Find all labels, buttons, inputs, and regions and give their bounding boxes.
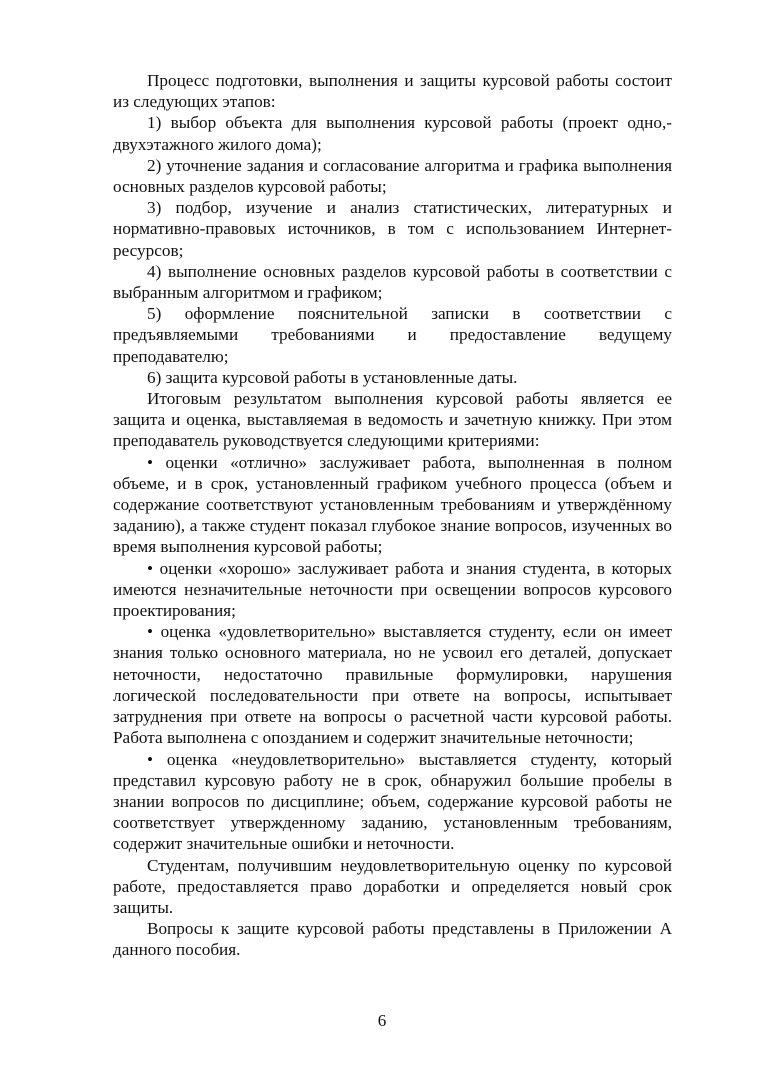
body-text xyxy=(113,70,672,961)
list-item-stage-5: 5) оформление пояснительной записки в соответствии с предъявляемыми требованиями и предоставление ведущему преподавателю; xyxy=(113,304,672,366)
paragraph-appendix-reference: Вопросы к защите курсовой работы представлены в Приложении А данного пособия. xyxy=(113,919,672,960)
list-item-stage-4: 4) выполнение основных разделов курсовой работы в соответствии с выбранным алгоритмом и графиком; xyxy=(113,261,672,303)
paragraph-criteria-intro: Итоговым результатом выполнения курсовой работы является ее защита и оценка, выставляемая в ведомость и зачетную книжку. При этом преподаватель руководствуется следующими критериями: xyxy=(113,389,672,451)
bullet-item-excellent: • оценки «отлично» заслуживает работа, выполненная в полном объеме, и в срок, установленный графиком учебного процесса (объем и содержание соответствуют установленным требованиям и утверждённому заданию), а также студент показал глубокое знание вопросов, изученных во время выполнения курсовой работы; xyxy=(113,452,672,557)
paragraph-intro: Процесс подготовки, выполнения и защиты курсовой работы состоит из следующих этапов: xyxy=(113,71,672,112)
bullet-item-good: • оценки «хорошо» заслуживает работа и знания студента, в которых имеются незначительные неточности при освещении вопросов курсового проектирования; xyxy=(113,558,672,621)
bullet-item-satisfactory: • оценка «удовлетворительно» выставляется студенту, если он имеет знания только основного материала, но не усвоил его деталей, допускает неточности, недостаточно правильные формулировки, нарушения логической последовательности при ответе на вопросы, испытывает затруднения при ответе на вопросы о расчетной части курсовой работы. Работа выполнена с опозданием и содержит значительные неточности; xyxy=(113,622,672,748)
list-item-stage-2: 2) уточнение задания и согласование алгоритма и графика выполнения основных разделов курсовой работы; xyxy=(113,155,672,197)
list-item-stage-6: 6) защита курсовой работы в установленные даты. xyxy=(147,367,518,387)
page-number: 6 xyxy=(377,1011,387,1030)
list-item-stage-1: 1) выбор объекта для выполнения курсовой работы (проект одно,-двухэтажного жилого дома); xyxy=(113,113,672,154)
list-item-stage-3: 3) подбор, изучение и анализ статистических, литературных и нормативно-правовых источников, в том с использованием Интернет-ресурсов; xyxy=(113,198,672,260)
bullet-item-unsatisfactory: • оценка «неудовлетворительно» выставляется студенту, который представил курсовую работу не в срок, обнаружил большие пробелы в знании вопросов по дисциплине; объем, содержание курсовой работы не соответствует утвержденному заданию, установленным требованиям, содержит значительные ошибки и неточности. xyxy=(113,749,672,854)
paragraph-rework: Студентам, получившим неудовлетворительную оценку по курсовой работе, предоставляется право доработки и определяется новый срок защиты. xyxy=(113,855,672,917)
